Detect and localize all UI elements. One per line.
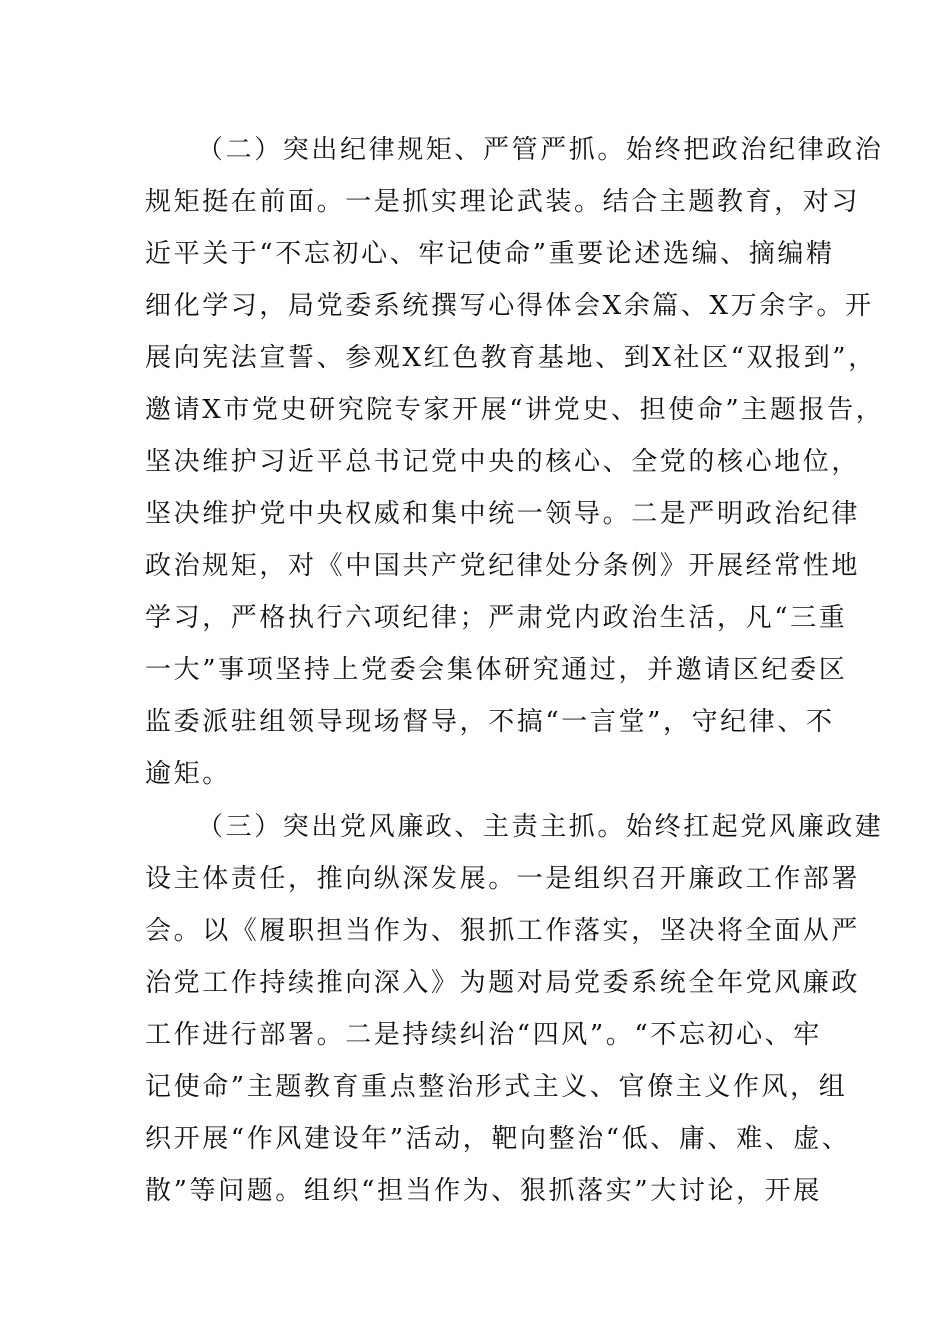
text-line: 规矩挺在前面。一是抓实理论武装。结合主题教育，对习 <box>145 187 861 217</box>
text-line: 细化学习，局党委系统撰写心得体会X余篇、X万余字。开 <box>145 291 874 321</box>
text-line: 记使命”主题教育重点整治形式主义、官僚主义作风，组 <box>145 1072 848 1102</box>
text-line: （三）突出党风廉政、主责主抓。始终扛起党风廉政建 <box>197 812 884 842</box>
text-line: 坚决维护党中央权威和集中统一领导。二是严明政治纪律 <box>145 499 861 529</box>
text-line: 展向宪法宣誓、参观X红色教育基地、到X社区“双报到”， <box>145 343 877 373</box>
text-line: 会。以《履职担当作为、狠抓工作落实，坚决将全面从严 <box>145 916 861 946</box>
text-line: 一大”事项坚持上党委会集体研究通过，并邀请区纪委区 <box>145 655 848 685</box>
text-line: 监委派驻组领导现场督导，不搞“一言堂”，守纪律、不 <box>145 707 835 737</box>
text-line: （二）突出纪律规矩、严管严抓。始终把政治纪律政治 <box>197 135 884 165</box>
text-line: 逾矩。 <box>145 759 231 789</box>
text-line: 近平关于“不忘初心、牢记使命”重要论述选编、摘编精 <box>145 239 835 269</box>
text-line: 坚决维护习近平总书记党中央的核心、全党的核心地位， <box>145 447 861 477</box>
text-line: 工作进行部署。二是持续纠治“四风”。“不忘初心、牢 <box>145 1020 822 1050</box>
text-line: 政治规矩，对《中国共产党纪律处分条例》开展经常性地 <box>145 551 861 581</box>
text-line: 治党工作持续推向深入》为题对局党委系统全年党风廉政 <box>145 968 861 998</box>
text-line: 学习，严格执行六项纪律；严肃党内政治生活，凡“三重 <box>145 603 848 633</box>
text-line: 散”等问题。组织“担当作为、狠抓落实”大讨论，开展 <box>145 1176 822 1206</box>
text-line: 邀请X市党史研究院专家开展“讲党史、担使命”主题报告， <box>145 395 885 425</box>
text-line: 设主体责任，推向纵深发展。一是组织召开廉政工作部署 <box>145 864 861 894</box>
text-line: 织开展“作风建设年”活动，靶向整治“低、庸、难、虚、 <box>145 1124 851 1154</box>
